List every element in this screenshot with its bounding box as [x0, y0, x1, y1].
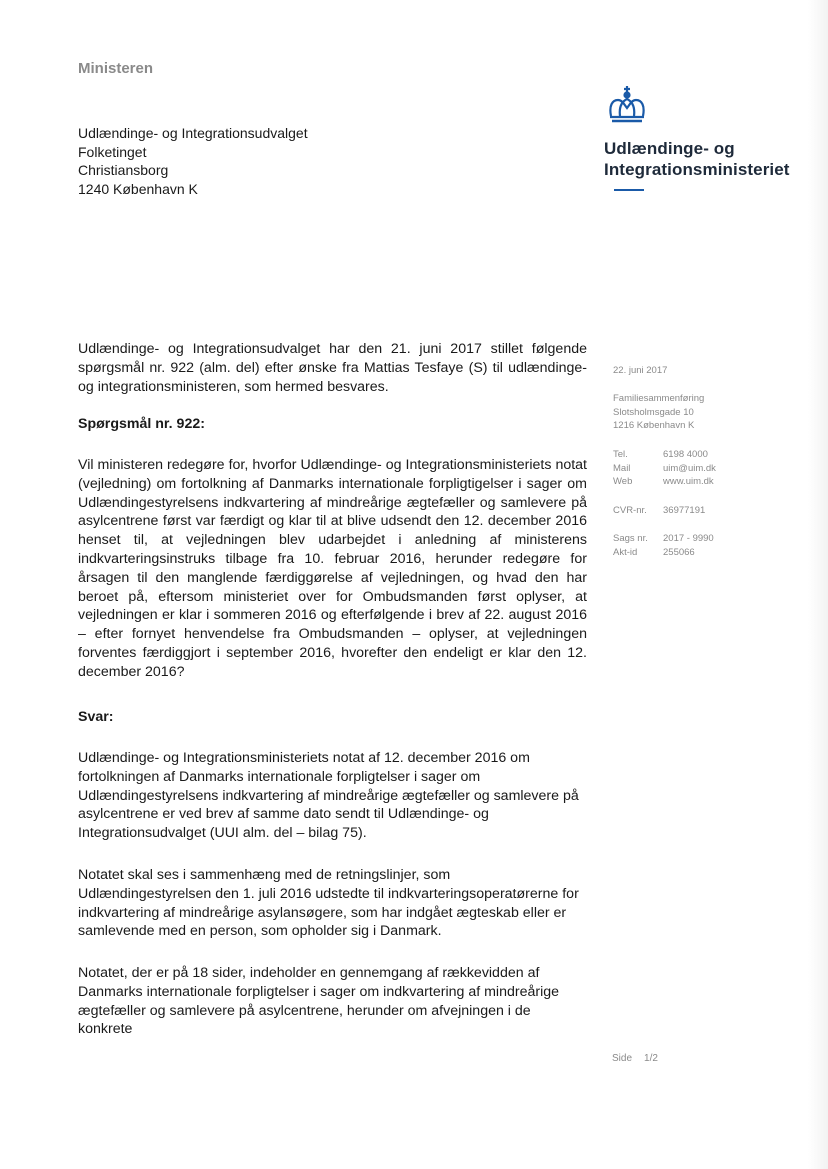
question-heading: Spørgsmål nr. 922:: [78, 416, 205, 432]
ministry-name: [604, 138, 804, 180]
question-paragraph: Vil ministeren redegøre for, hvorfor Udlændinge- og Integrationsministeriets notat (vejledning) om fortolkning af Danmarks internationale forpligtigelser i sager om Udlændingestyrelsens indkvartering af mindreårige ægtefæller og samlevere på asylcentrene først var færdigt og klar til at blive udsendt den 12. december 2016 henset til, at vejledningen blev udarbejdet i anledning af ministerens indkvarteringsinstruks tilbage fra 10. februar 2016, herunder redegøre for årsagen til den manglende færdiggørelse af vejledningen, og hvad den har beroet på, eftersom ministeriet over for Ombudsmanden først oplyser, at vejledningen er klar i sommeren 2016 og efterfølgende i brev af 22. august 2016 – efter fornyet henvendelse fra Ombudsmanden – oplyser, at vejledningen forventes færdiggjort i september 2016, hvorefter den endeligt er klar den 12. december 2016?: [78, 457, 587, 680]
mail-label: Mail: [613, 462, 631, 474]
sags-label: Sags nr.: [613, 533, 648, 544]
office-name: Familiesammenføring: [613, 393, 705, 404]
ministry-name-line1: Udlændinge- og: [604, 139, 735, 158]
web-value: www.uim.dk: [663, 476, 714, 488]
intro-paragraph: Udlændinge- og Integrationsudvalget har den 21. juni 2017 stillet følgende spørgsmål nr. 922 (alm. del) efter ønske fra Mattias Tesfaye (S) til udlændinge- og integrationsministeren, som hermed besvares.: [78, 341, 587, 395]
cvr-label: CVR-nr.: [613, 505, 647, 516]
akt-label: Akt-id: [613, 546, 638, 558]
answer-heading: Svar:: [78, 709, 114, 725]
sags-value: 2017 - 9990: [663, 533, 714, 544]
address-line: Christiansborg: [78, 162, 169, 178]
answer-paragraph-2: Notatet skal ses i sammenhæng med de retningslinjer, som Udlændingestyrelsen den 1. juli 2016 udstedte til indkvarteringsoperatørerne for indkvartering af mindreårige asylansøgere, som har indgået ægteskab eller er samlevende med en person, som opholder sig i Danmark.: [78, 867, 579, 940]
contact-info: [613, 448, 716, 489]
scan-edge-shadow: [808, 0, 828, 1169]
tel-label: Tel.: [613, 449, 628, 460]
letter-date: 22. juni 2017: [613, 365, 668, 376]
case-info: [613, 532, 714, 559]
sender-label: Ministeren: [78, 60, 154, 77]
akt-value: 255066: [663, 546, 695, 558]
page-footer: [612, 1053, 670, 1064]
address-line: Udlændinge- og Integrationsudvalget: [78, 125, 308, 141]
cvr-info: [613, 504, 705, 518]
answer-paragraph-3: Notatet, der er på 18 sider, indeholder en gennemgang af rækkevidden af Danmarks internationale forpligtelser i sager om indkvartering af mindreårige ægtefæller og samlevere på asylcentrene, herunder om afvejningen i de konkrete: [78, 965, 560, 1038]
ministry-logo: [604, 84, 804, 191]
office-street: Slotsholmsgade 10: [613, 406, 694, 418]
ministry-name-line2: Integrationsministeriet: [604, 160, 790, 179]
office-city: 1216 København K: [613, 420, 695, 432]
address-line: Folketinget: [78, 143, 147, 160]
recipient-address: [78, 124, 308, 198]
mail-value: uim@uim.dk: [663, 462, 716, 474]
address-line: 1240 København K: [78, 180, 198, 197]
tel-value: 6198 4000: [663, 449, 708, 460]
ministry-accent-line: [614, 189, 644, 191]
page-label: Side: [612, 1053, 633, 1064]
crown-logo-icon: [606, 84, 652, 124]
answer-paragraph-1: Udlændinge- og Integrationsministeriets notat af 12. december 2016 om fortolkningen af Danmarks internationale forpligtelser i sager om Udlændingestyrelsens indkvartering af mindreårige ægtefæller og samlevere på asylcentrene er ved brev af samme dato sendt til Udlændinge- og Integrationsudvalget (UUI alm. del – bilag 75).: [78, 750, 579, 842]
cvr-value: 36977191: [663, 505, 706, 516]
office-address: [613, 392, 704, 433]
web-label: Web: [613, 476, 633, 488]
page-number: 1/2: [644, 1053, 658, 1064]
